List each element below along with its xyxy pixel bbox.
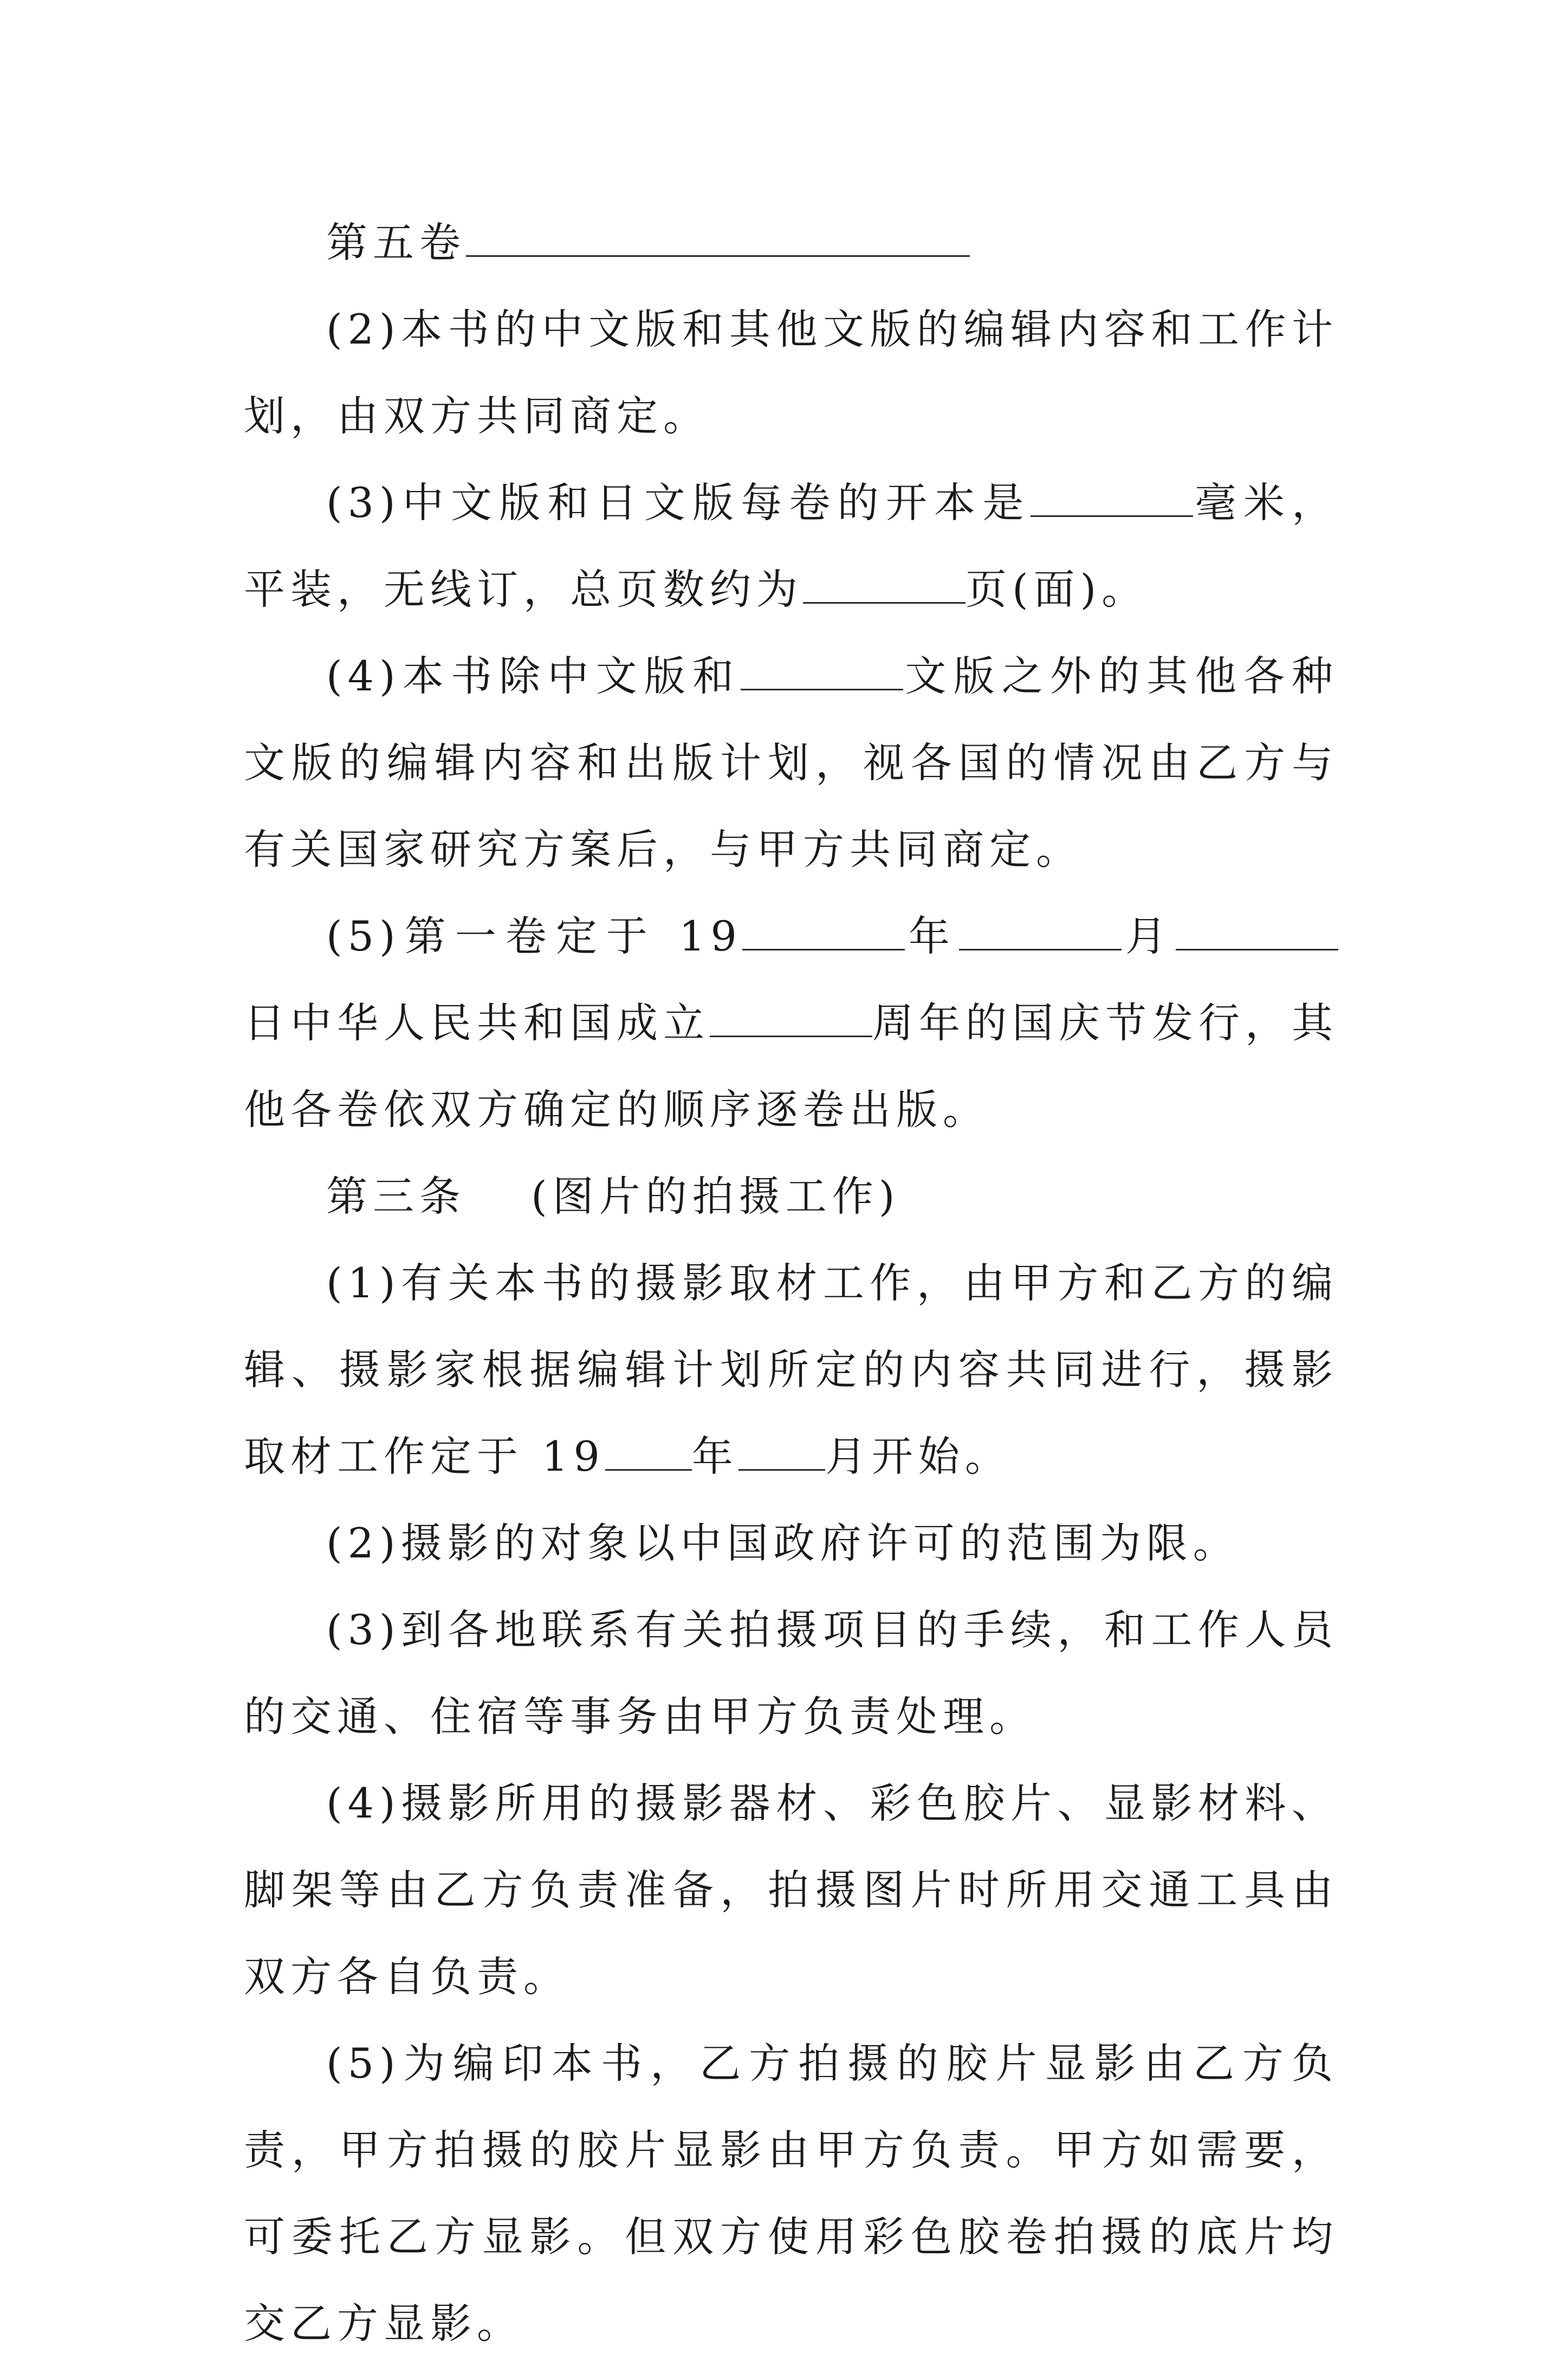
paragraph-text: 年: [691, 1432, 738, 1480]
paragraph-text: (2)摄影的对象以中国政府许可的范围为限。: [326, 1519, 1240, 1567]
fill-blank: [1031, 481, 1193, 517]
paragraph-text: 年: [904, 912, 959, 960]
paragraph-text: (3)到各地联系有关拍摄项目的手续，和工作人员的交通、住宿等事务由甲方负责处理。: [244, 1606, 1338, 1741]
paragraph-volume-five: [244, 199, 1338, 286]
paragraph-text: 第五卷: [326, 218, 466, 267]
paragraph-text: 文版之外的其他各种文版的编辑内容和出版计划，视各国的情况由乙方与有关国家研究方案后，与甲方共同商定。: [244, 652, 1339, 874]
heading-text: 第三条 (图片的拍摄工作): [326, 1172, 900, 1220]
fill-blank: [710, 1001, 872, 1037]
fill-blank: [803, 567, 966, 604]
paragraph-text: 毫米，平装，无线订，总页数约为: [244, 478, 1339, 613]
paragraph-text: (2)本书的中文版和其他文版的编辑内容和工作计划，由双方共同商定。: [244, 305, 1338, 440]
paragraph-text: (3)中文版和日文版每卷的开本是: [326, 478, 1031, 527]
paragraph-text: (5)为编印本书，乙方拍摄的胶片显影由乙方负责，甲方拍摄的胶片显影由甲方负责。甲方如需要，可委托乙方显影。但双方使用彩色胶卷拍摄的底片均交乙方显影。: [244, 2039, 1338, 2347]
paragraph-3-4: [244, 1760, 1338, 2020]
paragraph-text: 周年的国庆节发行，其他各卷依双方确定的顺序逐卷出版。: [244, 999, 1338, 1134]
paragraph-2-2: [244, 286, 1338, 460]
paragraph-text: (4)摄影所用的摄影器材、彩色胶片、显影材料、脚架等由乙方负责准备，拍摄图片时所用交通工具由双方各自负责。: [244, 1779, 1338, 2001]
fill-blank: [466, 221, 970, 257]
paragraph-text: 月开始。: [825, 1432, 1012, 1480]
paragraph-2-3: [244, 460, 1338, 633]
paragraph-text: 日中华人民共和国成立: [244, 999, 710, 1047]
section-heading-article-3: [244, 1153, 1338, 1240]
paragraph-text: (1)有关本书的摄影取材工作，由甲方和乙方的编辑、摄影家根据编辑计划所定的内容共同进行，摄影取材工作定于 19: [244, 1259, 1338, 1480]
paragraph-text: (4)本书除中文版和: [326, 652, 741, 700]
paragraph-3-5: [244, 2020, 1338, 2367]
fill-blank: [605, 1434, 692, 1471]
paragraph-text: (5)第一卷定于 19: [326, 912, 742, 960]
paragraph-2-4: [244, 633, 1338, 893]
paragraph-3-3: [244, 1587, 1338, 1760]
paragraph-3-1: [244, 1240, 1338, 1500]
paragraph-text: 页(面)。: [966, 565, 1149, 613]
paragraph-text: 月: [1121, 912, 1176, 960]
document-body: [244, 199, 1338, 2367]
fill-blank: [959, 914, 1122, 950]
fill-blank: [738, 1434, 825, 1471]
paragraph-3-2: [244, 1500, 1338, 1587]
paragraph-2-5: [244, 893, 1338, 1153]
fill-blank: [742, 914, 905, 950]
fill-blank: [741, 654, 903, 690]
fill-blank: [1176, 914, 1338, 950]
